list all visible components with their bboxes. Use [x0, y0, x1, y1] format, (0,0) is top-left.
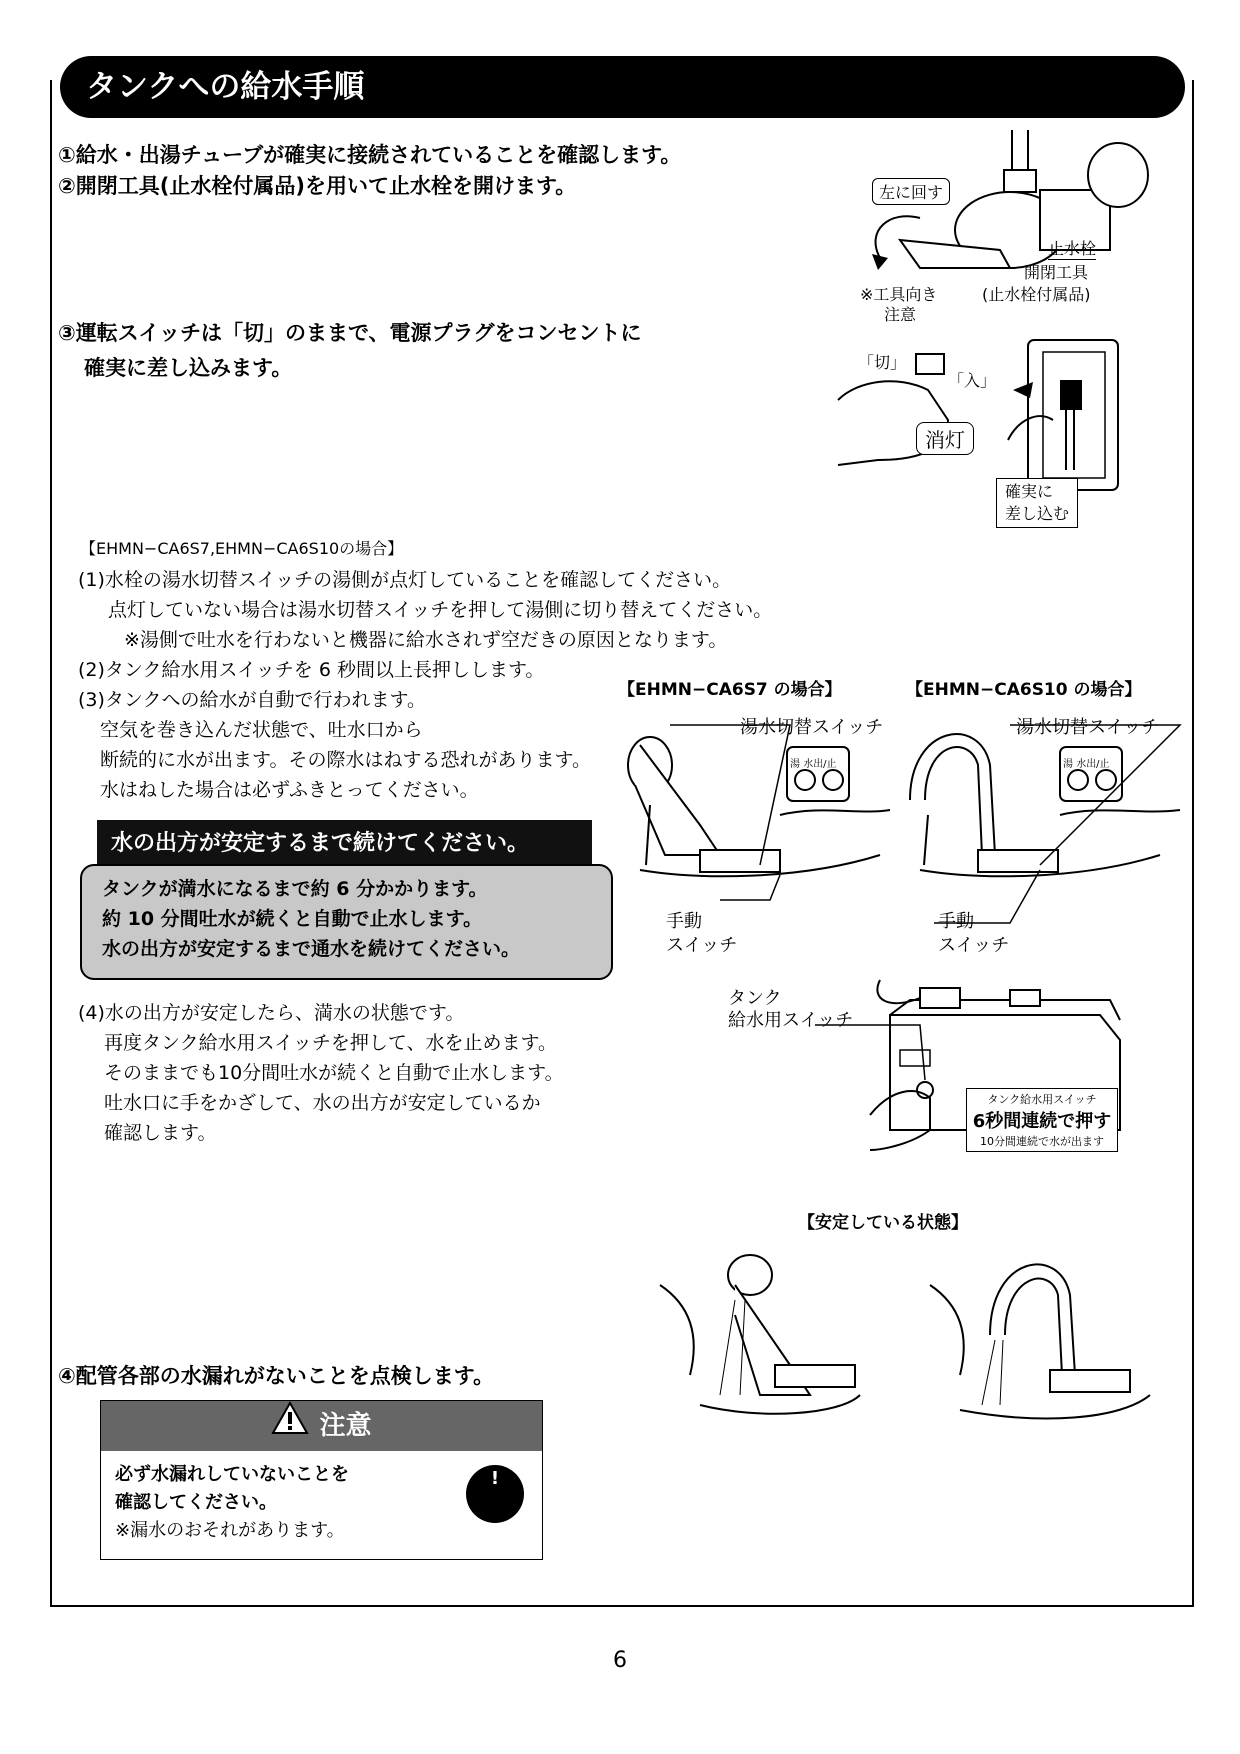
ca6s7-figure — [620, 705, 900, 965]
step-3-line-1: ③運転スイッチは「切」のままで、電源プラグをコンセントに — [58, 321, 642, 345]
ca6s7-manual-2: スイッチ — [666, 935, 738, 956]
stop-valve-label: 止水栓 — [1048, 236, 1096, 260]
ca6s10-panel-out: 出/止 — [1086, 759, 1110, 770]
plug-note-line-2: 差し込む — [1005, 504, 1070, 523]
caution-line-2: 確認してください。 — [115, 1492, 277, 1513]
warning-triangle-icon — [271, 1401, 309, 1452]
switch-off-label: 「切」 — [858, 353, 907, 372]
p1-line-1: (1)水栓の湯水切替スイッチの湯側が点灯していることを確認してください。 — [78, 569, 732, 591]
p2: (2)タンク給水用スイッチを 6 秒間以上長押しします。 — [78, 659, 545, 681]
tank-card-main: 6秒間連続で押す — [972, 1111, 1112, 1132]
tank-switch-label — [728, 988, 853, 1032]
p4-line-2: 再度タンク給水用スイッチを押して、水を止めます。 — [104, 1032, 557, 1054]
switch-on-label: 「入」 — [948, 371, 997, 390]
ca6s7-faucet-illustration — [620, 705, 900, 965]
stable-illustration — [660, 1245, 1180, 1435]
ca6s7-panel-out: 出/止 — [813, 759, 837, 770]
p1-line-3: ※湯側で吐水を行わないと機器に給水されず空だきの原因となります。 — [124, 629, 728, 651]
continue-bar: 水の出方が安定するまで続けてください。 — [97, 820, 592, 868]
ca6s10-figure — [900, 705, 1190, 965]
ca6s10-panel-water: 水 — [1076, 759, 1087, 770]
tank-label-1: タンク — [728, 988, 782, 1009]
p3-line-3: 断続的に水が出ます。その際水はねする恐れがあります。 — [100, 749, 591, 771]
caution-body — [101, 1451, 542, 1555]
p1-line-2: 点灯していない場合は湯水切替スイッチを押して湯側に切り替えてください。 — [108, 599, 773, 621]
p3-line-1: (3)タンクへの給水が自動で行われます。 — [78, 689, 427, 711]
stable-figure — [660, 1245, 1180, 1435]
stable-title: 【安定している状態】 — [798, 1213, 968, 1233]
ca6s10-manual-1: 手動 — [938, 911, 974, 932]
caution-line-3: ※漏水のおそれがあります。 — [115, 1520, 345, 1541]
p4-line-1: (4)水の出方が安定したら、満水の状態です。 — [78, 1002, 465, 1024]
p4-line-3: そのままでも10分間吐水が続くと自動で止水します。 — [104, 1062, 564, 1084]
turn-left-label: 左に回す — [872, 178, 950, 205]
step-1: ①給水・出湯チューブが確実に接続されていることを確認します。 — [58, 143, 682, 167]
orientation-note-1: ※工具向き — [860, 285, 938, 304]
exclamation-icon: ! — [466, 1465, 524, 1523]
step-3-line-2: 確実に差し込みます。 — [84, 356, 293, 380]
ca6s7-switch-label: 湯水切替スイッチ — [740, 717, 884, 738]
valve-figure — [860, 130, 1180, 324]
ca6s10-manual-2: スイッチ — [938, 935, 1010, 956]
tool-note-label: (止水栓付属品) — [982, 285, 1091, 304]
tank-switch-card — [966, 1088, 1118, 1152]
page-number: 6 — [613, 1648, 627, 1673]
caution-line-1: 必ず水漏れしていないことを — [115, 1464, 349, 1485]
switch-plug-figure — [838, 330, 1178, 530]
plug-note-line-1: 確実に — [1005, 482, 1054, 501]
ca6s7-panel-hot: 湯 — [790, 759, 800, 770]
p4-line-5: 確認します。 — [104, 1122, 217, 1144]
caution-title: 注意 — [319, 1411, 372, 1441]
tank-figure — [720, 980, 1140, 1170]
light-off-label: 消灯 — [916, 422, 974, 455]
p4-line-4: 吐水口に手をかざして、水の出方が安定しているか — [104, 1092, 541, 1114]
notice-line-1: タンクが満水になるまで約 6 分かかります。 — [102, 878, 488, 900]
tool-label: 開閉工具 — [1024, 263, 1089, 282]
step-2: ②開閉工具(止水栓付属品)を用いて止水栓を開けます。 — [58, 174, 577, 198]
models-heading: 【EHMN−CA6S7,EHMN−CA6S10の場合】 — [80, 539, 404, 558]
notice-line-3: 水の出方が安定するまで通水を続けてください。 — [102, 938, 521, 960]
ca6s7-panel-labels — [790, 755, 837, 770]
ca6s10-panel-hot: 湯 — [1063, 759, 1073, 770]
notice-box — [80, 864, 613, 980]
caution-box — [100, 1400, 543, 1560]
ca6s7-title: 【EHMN−CA6S7 の場合】 — [618, 680, 842, 700]
ca6s10-switch-label: 湯水切替スイッチ — [1016, 717, 1160, 738]
ca6s10-panel-labels — [1063, 755, 1110, 770]
ca6s10-title: 【EHMN−CA6S10 の場合】 — [906, 680, 1142, 700]
section-title: タンクへの給水手順 — [60, 56, 1185, 118]
caution-header — [101, 1401, 542, 1451]
notice-line-2: 約 10 分間吐水が続くと自動で止水します。 — [102, 908, 483, 930]
step-4: ④配管各部の水漏れがないことを点検します。 — [58, 1364, 495, 1388]
tank-card-title: タンク給水用スイッチ — [987, 1093, 1097, 1106]
tank-card-sub: 10分間連続で水が出ます — [980, 1135, 1104, 1148]
orientation-note-2: 注意 — [884, 305, 917, 324]
plug-note — [996, 478, 1078, 528]
p3-line-4: 水はねした場合は必ずふきとってください。 — [100, 779, 479, 801]
ca6s7-panel-water: 水 — [803, 759, 814, 770]
ca6s7-manual-1: 手動 — [666, 911, 702, 932]
tank-label-2: 給水用スイッチ — [728, 1010, 854, 1031]
p3-line-2: 空気を巻き込んだ状態で、吐水口から — [100, 719, 423, 741]
